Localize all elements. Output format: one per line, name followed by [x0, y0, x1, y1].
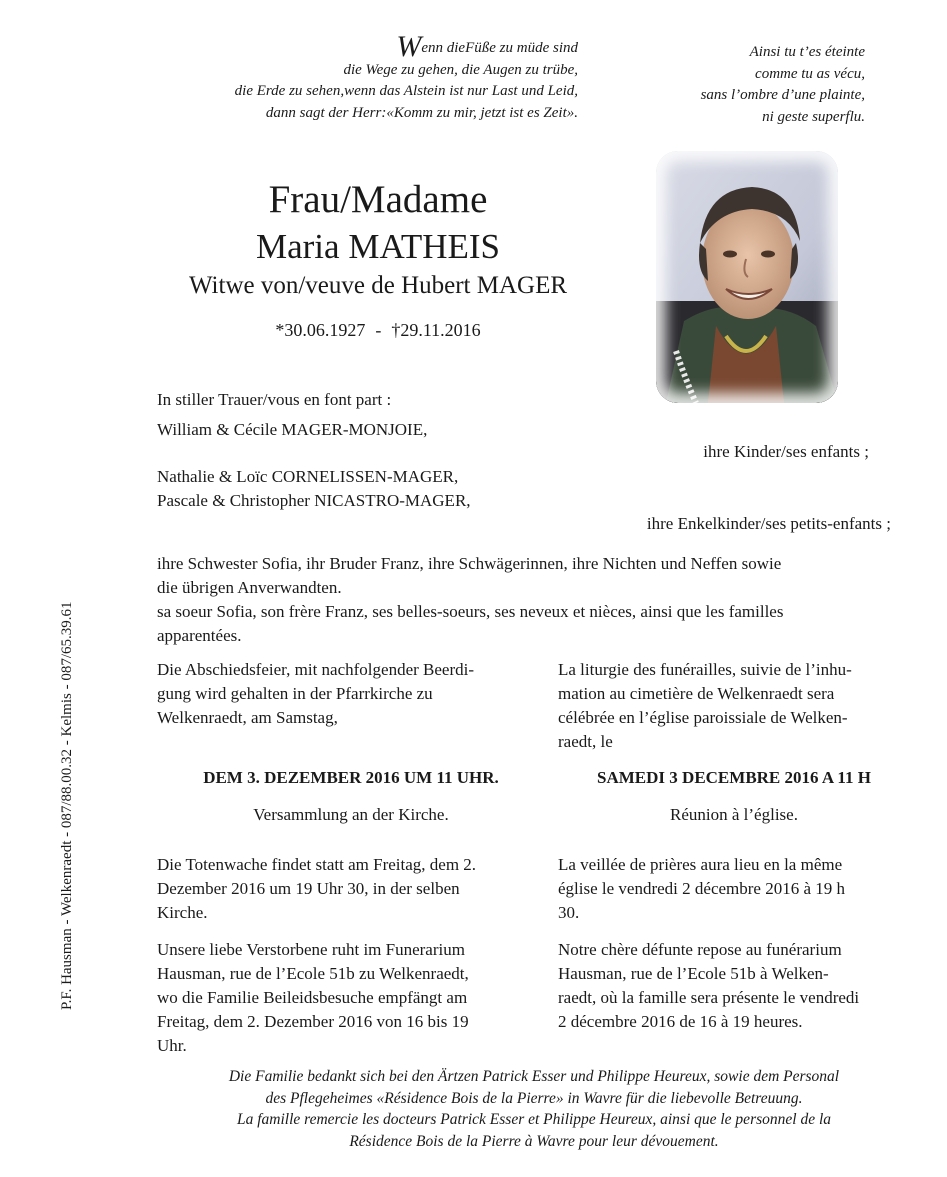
text-line: célébrée en l’église paroissiale de Welken-	[558, 708, 848, 727]
text-line: wo die Familie Beileidsbesuche empfängt am	[157, 988, 468, 1007]
relatives-de-line: ihre Schwester Sofia, ihr Bruder Franz, ihre Schwägerinnen, ihre Nichten und Neffen sowie	[157, 554, 782, 573]
text-line: raedt, le	[558, 732, 613, 751]
grandchild-line: Nathalie & Loïc CORNELISSEN-MAGER,	[157, 467, 459, 486]
children-label: ihre Kinder/ses enfants ;	[703, 442, 869, 461]
wake-french	[558, 853, 913, 925]
death-date: †29.11.2016	[391, 320, 481, 340]
widow-of: Witwe von/veuve de Hubert MAGER	[188, 272, 568, 299]
funeral-home-credit-text: P.F. Hausman - Welkenraedt - 087/88.00.32 - Kelmis - 087/65.39.61	[59, 601, 75, 1010]
meeting-french: Réunion à l’église.	[670, 805, 798, 824]
text-line: 2 décembre 2016 de 16 à 19 heures.	[558, 1012, 803, 1031]
poem-line-3: sans l’ombre d’une plainte,	[700, 87, 865, 103]
relatives-block	[157, 552, 897, 648]
text-line: Uhr.	[157, 1036, 187, 1055]
funeral-home-french	[558, 938, 913, 1034]
ceremony-french	[558, 658, 913, 754]
thanks-line: Die Familie bedankt sich bei den Ärtzen Patrick Esser und Philippe Heureux, sowie dem Personal	[228, 1068, 840, 1085]
thanks-note	[130, 1066, 938, 1152]
relatives-de-line: die übrigen Anverwandten.	[157, 578, 342, 597]
grandchild-line: Pascale & Christopher NICASTRO-MAGER,	[157, 491, 471, 510]
ceremony-german	[157, 658, 535, 730]
mourners-intro: In stiller Trauer/vous en font part :	[157, 390, 392, 409]
poem-line-3: die Erde zu sehen,wenn das Alstein ist nur Last und Leid,	[234, 83, 578, 99]
poem-french	[600, 42, 865, 128]
relatives-fr-line: apparentées.	[157, 626, 242, 645]
poem-initial: W	[396, 30, 422, 63]
funeral-home-german	[157, 938, 535, 1058]
text-line: Die Totenwache findet statt am Freitag, dem 2.	[157, 855, 477, 874]
text-line: raedt, où la famille sera présente le vendredi	[558, 988, 860, 1007]
thanks-line: des Pflegeheimes «Résidence Bois de la Pierre» in Wavre für die liebevolle Betreuung.	[265, 1089, 803, 1107]
text-line: Welkenraedt, am Samstag,	[157, 708, 338, 727]
child-line: William & Cécile MAGER-MONJOIE,	[157, 420, 428, 439]
thanks-line: La famille remercie les docteurs Patrick Esser et Philippe Heureux, ainsi que le personnel de la	[236, 1111, 832, 1128]
poem-line-4: dann sagt der Herr:«Komm zu mir, jetzt ist es Zeit».	[265, 104, 578, 121]
thanks-line: Résidence Bois de la Pierre à Wavre pour leur dévouement.	[349, 1132, 719, 1150]
deceased-name: Maria MATHEIS	[256, 227, 500, 266]
text-line: Unsere liebe Verstorbene ruht im Funerarium	[157, 940, 465, 959]
text-line: église le vendredi 2 décembre 2016 à 19 h	[558, 879, 846, 898]
poem-german	[110, 30, 578, 124]
text-line: La liturgie des funérailles, suivie de l’inhu-	[558, 660, 852, 679]
text-line: Freitag, dem 2. Dezember 2016 von 16 bis 19	[157, 1012, 469, 1031]
grandchildren-label: ihre Enkelkinder/ses petits-enfants ;	[646, 514, 891, 533]
birth-date: *30.06.1927	[275, 320, 366, 340]
poem-line-4: ni geste superflu.	[762, 108, 865, 125]
portrait-photo	[656, 151, 838, 403]
text-line: Notre chère défunte repose au funérarium	[558, 940, 842, 959]
poem-line-1: Ainsi tu t’es éteinte	[749, 44, 865, 60]
poem-line-2: comme tu as vécu,	[755, 65, 865, 82]
ceremony-date-german: DEM 3. DEZEMBER 2016 UM 11 UHR.	[203, 768, 499, 787]
salutation: Frau/Madame	[268, 178, 488, 221]
portrait-illustration	[656, 151, 838, 403]
text-line: Dezember 2016 um 19 Uhr 30, in der selben	[157, 879, 460, 898]
poem-line-1: Wenn dieFüße zu müde sind	[396, 30, 578, 63]
text-line: Hausman, rue de l’Ecole 51b zu Welkenraedt,	[157, 964, 469, 983]
text-line: gung wird gehalten in der Pfarrkirche zu	[157, 684, 433, 703]
text-line: La veillée de prières aura lieu en la même	[558, 855, 843, 874]
date-separator: -	[375, 320, 382, 340]
text-line: mation au cimetière de Welkenraedt sera	[558, 684, 835, 703]
poem-line-2: die Wege zu gehen, die Augen zu trübe,	[343, 61, 578, 78]
wake-german	[157, 853, 535, 925]
meeting-german: Versammlung an der Kirche.	[253, 805, 449, 824]
text-line: 30.	[558, 903, 580, 922]
ceremony-date-french: SAMEDI 3 DECEMBRE 2016 A 11 H	[597, 768, 871, 787]
text-line: Die Abschiedsfeier, mit nachfolgender Beerdi-	[157, 660, 475, 679]
text-line: Kirche.	[157, 903, 208, 922]
text-line: Hausman, rue de l’Ecole 51b à Welken-	[558, 964, 829, 983]
life-dates	[110, 318, 646, 342]
relatives-fr-line: sa soeur Sofia, son frère Franz, ses belles-soeurs, ses neveux et nièces, ainsi que les familles	[157, 602, 784, 621]
